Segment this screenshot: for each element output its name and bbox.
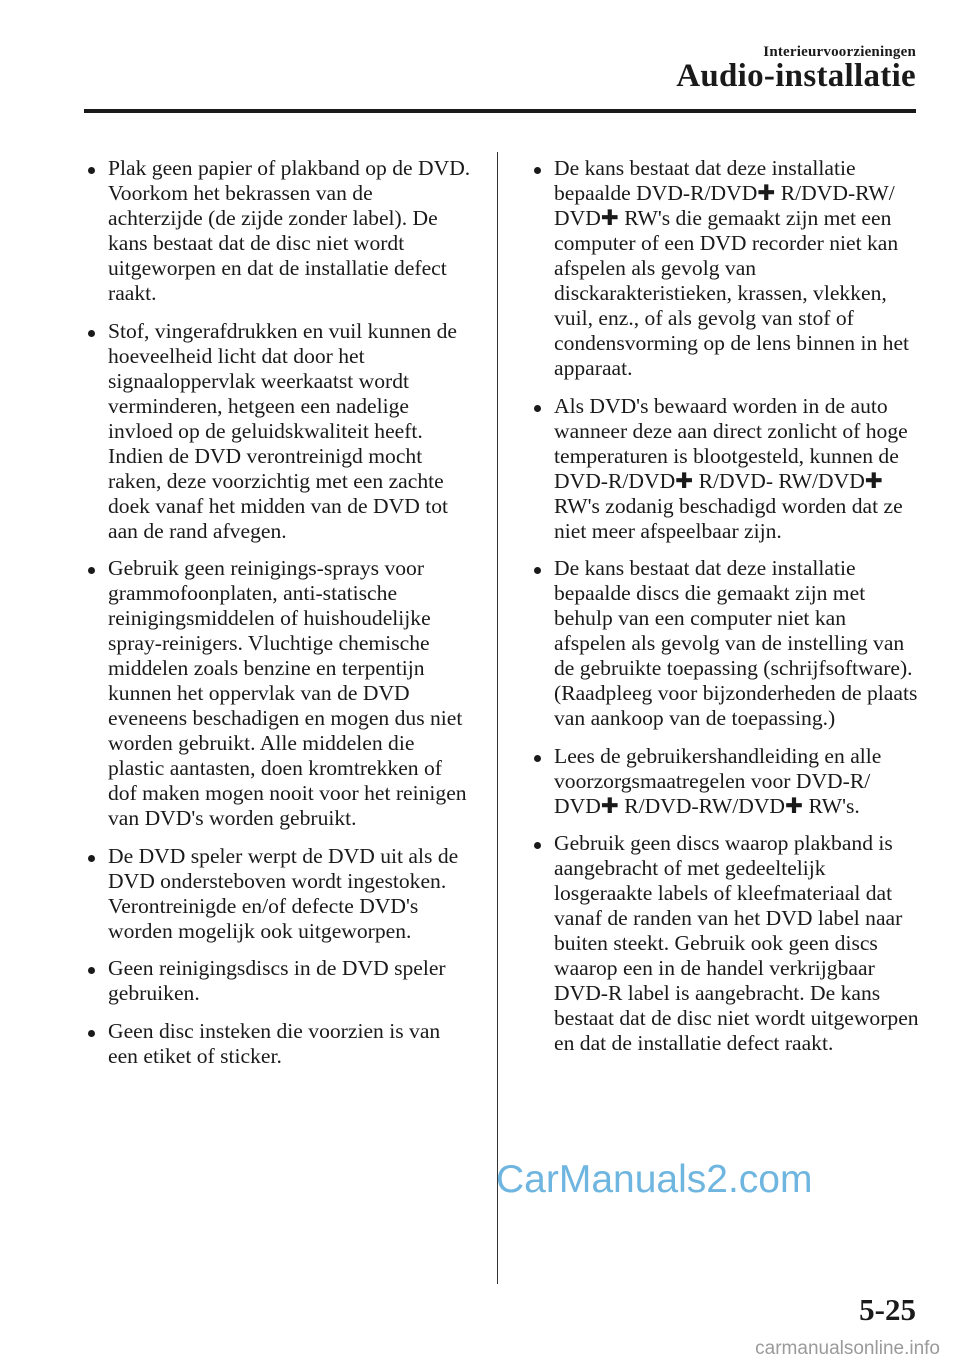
list-item: Stof, vingerafdrukken en vuil kunnen de hoeveelheid licht dat door het signaaloppervlak weerkaatst wordt verminderen, hetgeen een nadelige invloed op de geluidskwaliteit heeft. Indien de DVD verontreinigd mocht raken, deze voorzichtig met een zachte doek vanaf het midden van de DVD tot aan de rand afvegen. xyxy=(84,319,472,544)
column-divider xyxy=(497,152,498,1284)
page-number: 5-25 xyxy=(859,1292,916,1327)
bullet-icon xyxy=(88,855,95,862)
header-section-label: Interieurvoorzieningen xyxy=(763,44,916,60)
bullet-icon xyxy=(534,567,541,574)
bullet-icon xyxy=(88,567,95,574)
list-item: Gebruik geen discs waarop plakband is aangebracht of met gedeeltelijk losgeraakte labels of kleefmateriaal dat vanaf de randen van het DVD label naar buiten steekt. Gebruik ook geen discs waarop een in de handel verkrijgbaar DVD-R label is aangebracht. De kans bestaat dat de disc niet wordt uitgeworpen en dat de installatie defect raakt. xyxy=(530,831,920,1056)
list-item: Plak geen papier of plakband op de DVD. Voorkom het bekrassen van de achterzijde (de zijde zonder label). De kans bestaat dat de disc niet wordt uitgeworpen en dat de installatie defect raakt. xyxy=(84,156,472,306)
bullet-icon xyxy=(534,842,541,849)
bullet-icon xyxy=(88,1030,95,1037)
list-item: De DVD speler werpt de DVD uit als de DVD ondersteboven wordt ingestoken. Verontreinigde en/of defecte DVD's worden mogelijk ook uitgeworpen. xyxy=(84,844,472,944)
left-column xyxy=(84,156,472,1081)
list-item: De kans bestaat dat deze installatie bepaalde discs die gemaakt zijn met behulp van een computer niet kan afspelen als gevolg van de instelling van de gebruikte toepassing (schrijfsoftware). (Raadpleeg voor bijzonderheden de plaats van aankoop van de toepassing.) xyxy=(530,556,920,731)
list-item: Geen disc insteken die voorzien is van een etiket of sticker. xyxy=(84,1019,472,1069)
page-title: Audio-installatie xyxy=(676,58,916,94)
bullet-icon xyxy=(534,755,541,762)
footer-watermark: carmanualsonline.info xyxy=(755,1338,940,1359)
right-column xyxy=(530,156,920,1069)
watermark-carmanuals: CarManuals2.com xyxy=(496,1158,813,1201)
bullet-icon xyxy=(534,405,541,412)
list-item: Lees de gebruikershandleiding en alle voorzorgsmaatregelen voor DVD-R/ DVD✚ R/DVD-RW/DVD✚ RW's. xyxy=(530,744,920,819)
bullet-icon xyxy=(534,167,541,174)
list-item: Geen reinigingsdiscs in de DVD speler gebruiken. xyxy=(84,956,472,1006)
bullet-icon xyxy=(88,330,95,337)
bullet-icon xyxy=(88,167,95,174)
list-item: Gebruik geen reinigings-sprays voor grammofoonplaten, anti-statische reinigingsmiddelen of huishoudelijke spray-reinigers. Vluchtige chemische middelen zoals benzine en terpentijn kunnen het oppervlak van de DVD eveneens beschadigen en mogen dus niet worden gebruikt. Alle middelen die plastic aantasten, doen kromtrekken of dof maken mogen nooit voor het reinigen van DVD's worden gebruikt. xyxy=(84,556,472,831)
list-item: De kans bestaat dat deze installatie bepaalde DVD-R/DVD✚ R/DVD-RW/ DVD✚ RW's die gemaakt zijn met een computer of een DVD recorder niet kan afspelen als gevolg van disckarakteristieken, krassen, vlekken, vuil, enz., of als gevolg van stof of condensvorming op de lens binnen in het apparaat. xyxy=(530,156,920,381)
list-item: Als DVD's bewaard worden in de auto wanneer deze aan direct zonlicht of hoge temperaturen is blootgesteld, kunnen de DVD-R/DVD✚ R/DVD- RW/DVD✚ RW's zodanig beschadigd worden dat ze niet meer afspeelbaar zijn. xyxy=(530,394,920,544)
header-rule xyxy=(84,109,916,113)
bullet-icon xyxy=(88,967,95,974)
